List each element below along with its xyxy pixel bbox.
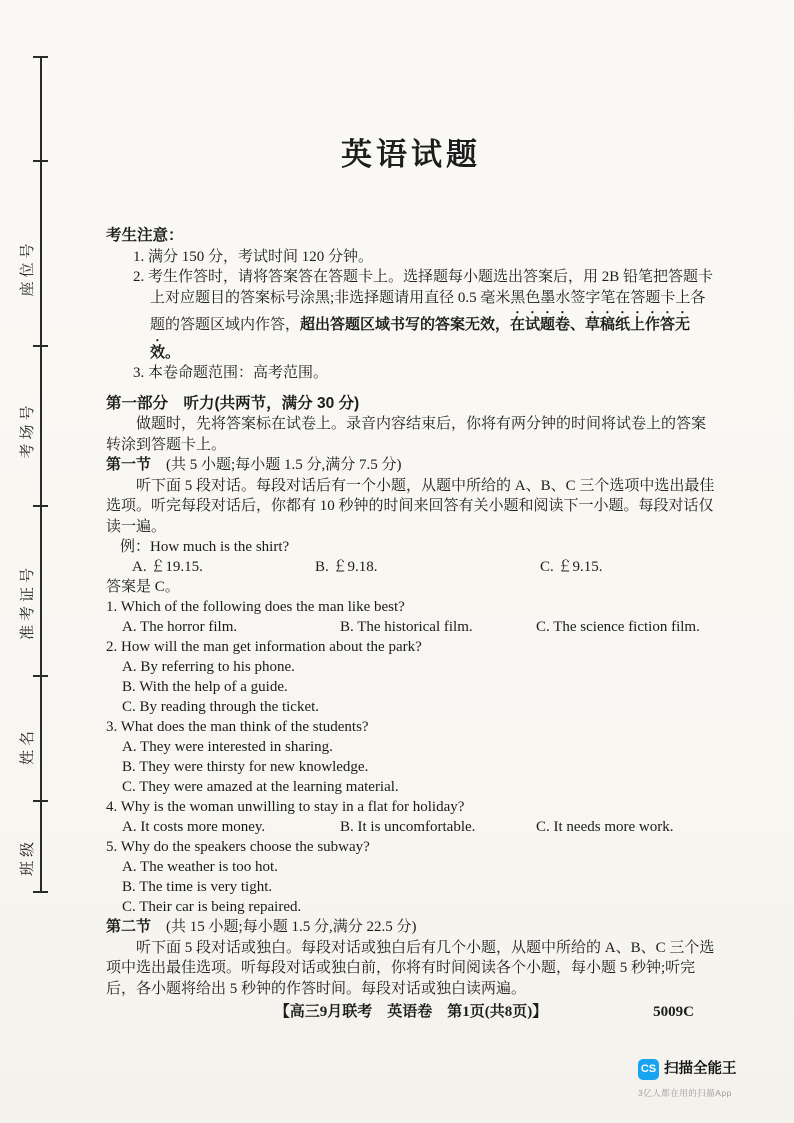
option-a: A. It costs more money. (122, 819, 266, 835)
page-footer (106, 1002, 716, 1023)
example-option-b: B. ￡9.18. (315, 559, 378, 575)
scanner-app-name: 扫描全能王 (664, 1060, 737, 1077)
section2-detail: (共 15 小题;每小题 1.5 分,满分 22.5 分) (166, 919, 417, 935)
option-a: A. By referring to his phone. (122, 659, 295, 675)
option-b: B. The time is very tight. (122, 879, 273, 895)
field-label-class: 班级 (19, 837, 36, 877)
tick-mark (33, 891, 48, 893)
section2-heading (106, 917, 716, 938)
field-label-name: 姓名 (19, 726, 36, 766)
tick-mark (33, 56, 48, 58)
example-option-c: C. ￡9.15. (540, 559, 603, 575)
section2-intro: 听下面 5 段对话或独白。每段对话或独白后有几个小题，从题中所给的 A、B、C 三个选项中选出最佳选项。听每段对话或独白前，你将有时间阅读各个小题，每小题 5 秒钟;听完后，各小题将给出 5 秒钟的作答时间。每段对话或独白读两遍。 (106, 939, 715, 997)
option-a: A. The horror film. (122, 619, 238, 635)
example-block (106, 537, 716, 597)
notice-item-2 (106, 267, 716, 363)
question-4 (106, 797, 716, 837)
fill-in-line (40, 57, 42, 893)
option-a: A. The weather is too hot. (122, 859, 278, 875)
section1-intro: 听下面 5 段对话。每段对话后有一个小题，从题中所给的 A、B、C 三个选项中选出最佳选项。听完每段对话后，你都有 10 秒钟的时间来回答有关小题和阅读下一小题。每段对话仅读一遍。 (106, 477, 715, 535)
example-question: 例：How much is the shirt? (120, 539, 290, 555)
question-options (106, 817, 716, 837)
exam-paper-content (106, 0, 716, 999)
scanner-tagline: 3亿人都在用的扫描App (638, 1087, 732, 1098)
notice-item-1: 1. 满分 150 分，考试时间 120 分钟。 (133, 248, 374, 265)
question-options (106, 857, 716, 917)
exam-title: 英语试题 (341, 137, 481, 172)
paper-code: 5009C (653, 1004, 694, 1020)
camscanner-icon: CS (638, 1059, 659, 1080)
section1-heading (106, 455, 716, 476)
field-label-seat-number: 座位号 (19, 239, 36, 297)
option-c: C. They were amazed at the learning material. (122, 779, 399, 795)
field-label-admission-number: 准考证号 (19, 563, 36, 641)
scanner-watermark (638, 1059, 758, 1104)
tick-mark (33, 345, 48, 347)
notice-heading: 考生注意： (106, 227, 184, 244)
question-options (106, 737, 716, 797)
question-text: 2. How will the man get information about the park? (106, 639, 422, 655)
notice-item-3: 3. 本卷命题范围：高考范围。 (133, 365, 329, 381)
tick-mark (33, 505, 48, 507)
section1-detail: (共 5 小题;每小题 1.5 分,满分 7.5 分) (166, 457, 402, 473)
option-b: B. The historical film. (340, 619, 473, 635)
question-text: 5. Why do the speakers choose the subway? (106, 839, 370, 855)
example-options (106, 557, 716, 577)
tick-mark (33, 675, 48, 677)
question-options (106, 657, 716, 717)
option-c: C. It needs more work. (536, 819, 674, 835)
scanner-logo-row (638, 1059, 758, 1080)
option-c: C. By reading through the ticket. (122, 699, 320, 715)
option-b: B. With the help of a guide. (122, 679, 288, 695)
notice-item-2-emphasized: 在试题卷、草稿纸上作答无效。 (150, 317, 691, 361)
question-1 (106, 597, 716, 637)
part1-intro: 做题时，先将答案标在试卷上。录音内容结束后，你将有两分钟的时间将试卷上的答案转涂到答题卡上。 (106, 416, 707, 453)
question-2 (106, 637, 716, 717)
part1-heading: 第一部分 听力(共两节，满分 30 分) (106, 394, 360, 412)
notice-item-2-text: 2. 考生作答时，请将答案答在答题卡上。选择题每小题选出答案后，用 2B 铅笔把答题卡上对应题目的答案标号涂黑;非选择题请用直径 0.5 毫米黑色墨水签字笔在答题卡上各题的答题区域内作答， (133, 269, 714, 333)
question-3 (106, 717, 716, 797)
question-5 (106, 837, 716, 917)
section1-label: 第一节 (106, 456, 152, 473)
notice-item-2-bold: 超出答题区域书写的答案无效， (300, 317, 511, 333)
tick-mark (33, 160, 48, 162)
example-answer: 答案是 C。 (106, 579, 180, 595)
field-label-room-number: 考场号 (19, 401, 36, 459)
option-c: C. The science fiction film. (536, 619, 700, 635)
question-options (106, 617, 716, 637)
question-text: 4. Why is the woman unwilling to stay in a flat for holiday? (106, 799, 465, 815)
question-text: 3. What does the man think of the students? (106, 719, 369, 735)
footer-text: 【高三9月联考 英语卷 第1页(共8页)】 (274, 1004, 548, 1020)
option-a: A. They were interested in sharing. (122, 739, 333, 755)
option-c: C. Their car is being repaired. (122, 899, 302, 915)
option-b: B. They were thirsty for new knowledge. (122, 759, 369, 775)
section2-label: 第二节 (106, 918, 152, 935)
tick-mark (33, 800, 48, 802)
example-option-a: A. ￡19.15. (132, 559, 203, 575)
question-text: 1. Which of the following does the man like best? (106, 599, 405, 615)
option-b: B. It is uncomfortable. (340, 819, 476, 835)
